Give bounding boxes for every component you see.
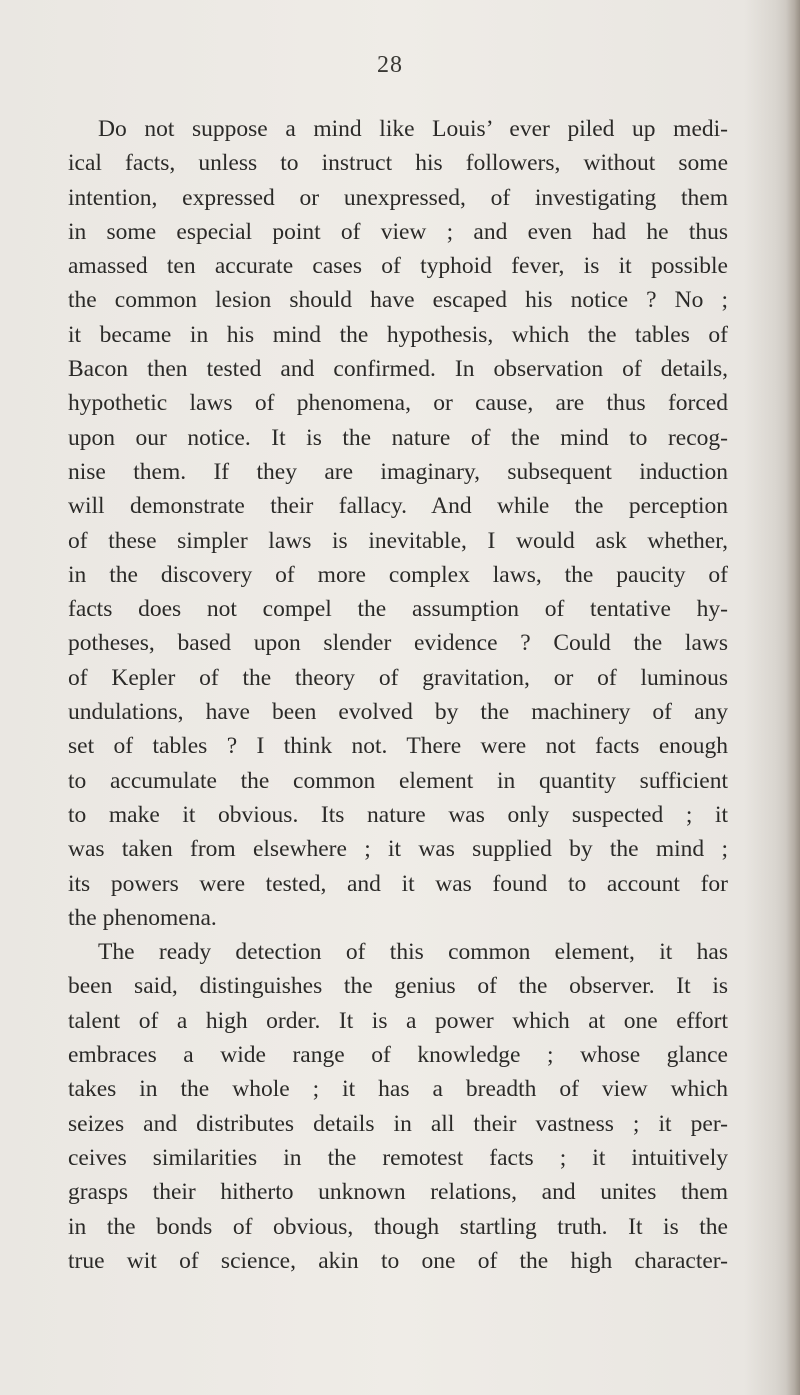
text-line: seizes and distributes details in all their vastness ; it per-: [68, 1110, 728, 1137]
text-line: true wit of science, akin to one of the high character-: [68, 1247, 728, 1274]
text-line: intention, expressed or unexpressed, of investigating them: [68, 184, 728, 211]
text-line: of Kepler of the theory of gravitation, or of luminous: [68, 664, 728, 691]
text-line: of these simpler laws is inevitable, I would ask whether,: [68, 527, 728, 554]
text-line: its powers were tested, and it was found to account for: [68, 870, 728, 897]
text-line: amassed ten accurate cases of typhoid fever, is it possible: [68, 253, 728, 280]
text-line: hypothetic laws of phenomena, or cause, are thus forced: [68, 390, 728, 417]
text-line: embraces a wide range of knowledge ; whose glance: [68, 1042, 728, 1069]
text-line: upon our notice. It is the nature of the mind to recog-: [68, 424, 728, 451]
text-line: ical facts, unless to instruct his followers, without some: [68, 150, 728, 177]
page-number: 28: [377, 52, 403, 78]
text-line: grasps their hitherto unknown relations, and unites them: [68, 1179, 728, 1206]
text-line: to make it obvious. Its nature was only suspected ; it: [68, 801, 728, 828]
text-line: in the bonds of obvious, though startling truth. It is the: [68, 1213, 728, 1240]
text-line: been said, distinguishes the genius of the observer. It is: [68, 973, 728, 1000]
text-line: the phenomena.: [68, 904, 217, 931]
text-line: it became in his mind the hypothesis, which the tables of: [68, 321, 728, 348]
text-line: in some especial point of view ; and even had he thus: [68, 218, 728, 245]
text-line: set of tables ? I think not. There were not facts enough: [68, 733, 728, 760]
text-line: facts does not compel the assumption of tentative hy-: [68, 596, 728, 623]
body-text: [68, 112, 728, 1278]
text-line: will demonstrate their fallacy. And while the perception: [68, 493, 728, 520]
text-line: in the discovery of more complex laws, the paucity of: [68, 561, 728, 588]
text-line: takes in the whole ; it has a breadth of view which: [68, 1076, 728, 1103]
text-line: was taken from elsewhere ; it was supplied by the mind ;: [68, 836, 728, 863]
text-line: talent of a high order. It is a power which at one effort: [68, 1007, 728, 1034]
text-line: Bacon then tested and confirmed. In observation of details,: [68, 356, 728, 383]
text-line: potheses, based upon slender evidence ? Could the laws: [68, 630, 728, 657]
text-line: undulations, have been evolved by the machinery of any: [68, 699, 728, 726]
text-line: nise them. If they are imaginary, subsequent induction: [68, 458, 728, 485]
page-edge-shadow: [786, 0, 800, 1395]
text-line: to accumulate the common element in quantity sufficient: [68, 767, 728, 794]
text-line: Do not suppose a mind like Louis’ ever piled up medi-: [98, 116, 728, 142]
text-line: ceives similarities in the remotest facts ; it intuitively: [68, 1144, 728, 1171]
text-line: The ready detection of this common element, it has: [98, 939, 728, 966]
text-line: the common lesion should have escaped his notice ? No ;: [68, 287, 728, 314]
